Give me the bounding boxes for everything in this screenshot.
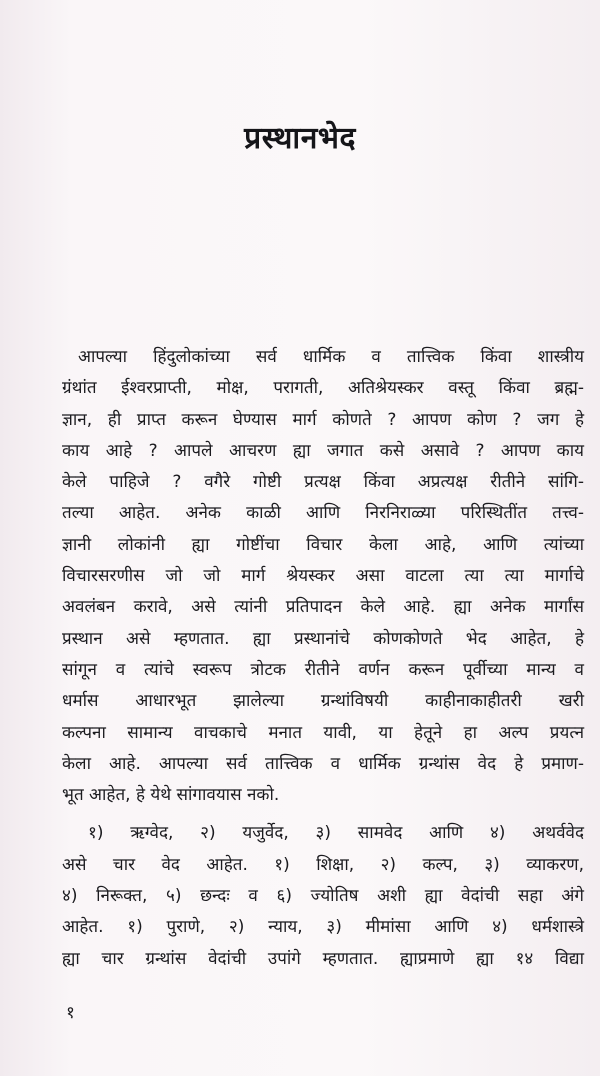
text-line: प्रस्थान असे म्हणतात. ह्या प्रस्थानांचे कोणकोणते भेद आहेत, हे [62,628,584,649]
text-line: सांगून व त्यांचे स्वरूप त्रोटक रीतीने वर्णन करून पूर्वीच्या मान्य व [62,659,584,680]
paragraph [62,342,584,811]
body-text [62,342,584,975]
text-line: विचारसरणीस जो जो मार्ग श्रेयस्कर असा वाटला त्या त्या मार्गाचे [62,566,584,587]
text-line: केले पाहिजे ? वगैरे गोष्टी प्रत्यक्ष किंवा अप्रत्यक्ष रीतीने सांगि- [62,472,584,493]
text-line: कल्पना सामान्य वाचकाचे मनात यावी, या हेतूने हा अल्प प्रयत्न [62,722,584,743]
chapter-title: प्रस्थानभेद [244,121,356,157]
text-line: असे चार वेद आहेत. १) शिक्षा, २) कल्प, ३) व्याकरण, [62,854,584,875]
text-line: अवलंबन करावे, असे त्यांनी प्रतिपादन केले आहे. ह्या अनेक मार्गांस [62,597,584,618]
text-line: तल्या आहेत. अनेक काळी आणि निरनिराळ्या परिस्थितींत तत्त्व- [62,503,584,524]
text-line: ह्या चार ग्रन्थांस वेदांची उपांगे म्हणतात. ह्याप्रमाणे ह्या १४ विद्या [62,948,584,969]
paragraph [62,818,584,974]
text-line: धर्मास आधारभूत झालेल्या ग्रन्थांविषयी काहीनाकाहीतरी खरी [62,691,584,712]
text-line: भूत आहेत, हे येथे सांगावयास नको. [62,785,280,806]
text-line: आहेत. १) पुराणे, २) न्याय, ३) मीमांसा आणि ४) धर्मशास्त्रे [62,917,584,938]
text-line: केला आहे. आपल्या सर्व तात्त्विक व धार्मिक ग्रन्थांस वेद हे प्रमाण- [62,753,584,774]
page-number: १ [66,1003,75,1023]
text-line: १) ऋग्वेद, २) यजुर्वेद, ३) सामवेद आणि ४) अथर्ववेद [88,823,584,844]
text-line: काय आहे ? आपले आचरण ह्या जगात कसे असावे ? आपण काय [62,440,584,461]
text-line: ग्रंथांत ईश्वरप्राप्ती, मोक्ष, परागती, अतिश्रेयस्कर वस्तू किंवा ब्रह्म- [62,378,584,399]
text-line: ४) निरूक्त, ५) छन्दः व ६) ज्योतिष अशी ह्या वेदांची सहा अंगे [62,886,584,907]
text-line: ज्ञान, ही प्राप्त करून घेण्यास मार्ग कोणते ? आपण कोण ? जग हे [62,409,584,430]
text-line: आपल्या हिंदुलोकांच्या सर्व धार्मिक व तात्त्विक किंवा शास्त्रीय [78,347,584,367]
text-line: ज्ञानी लोकांनी ह्या गोष्टींचा विचार केला आहे, आणि त्यांच्या [62,534,584,555]
